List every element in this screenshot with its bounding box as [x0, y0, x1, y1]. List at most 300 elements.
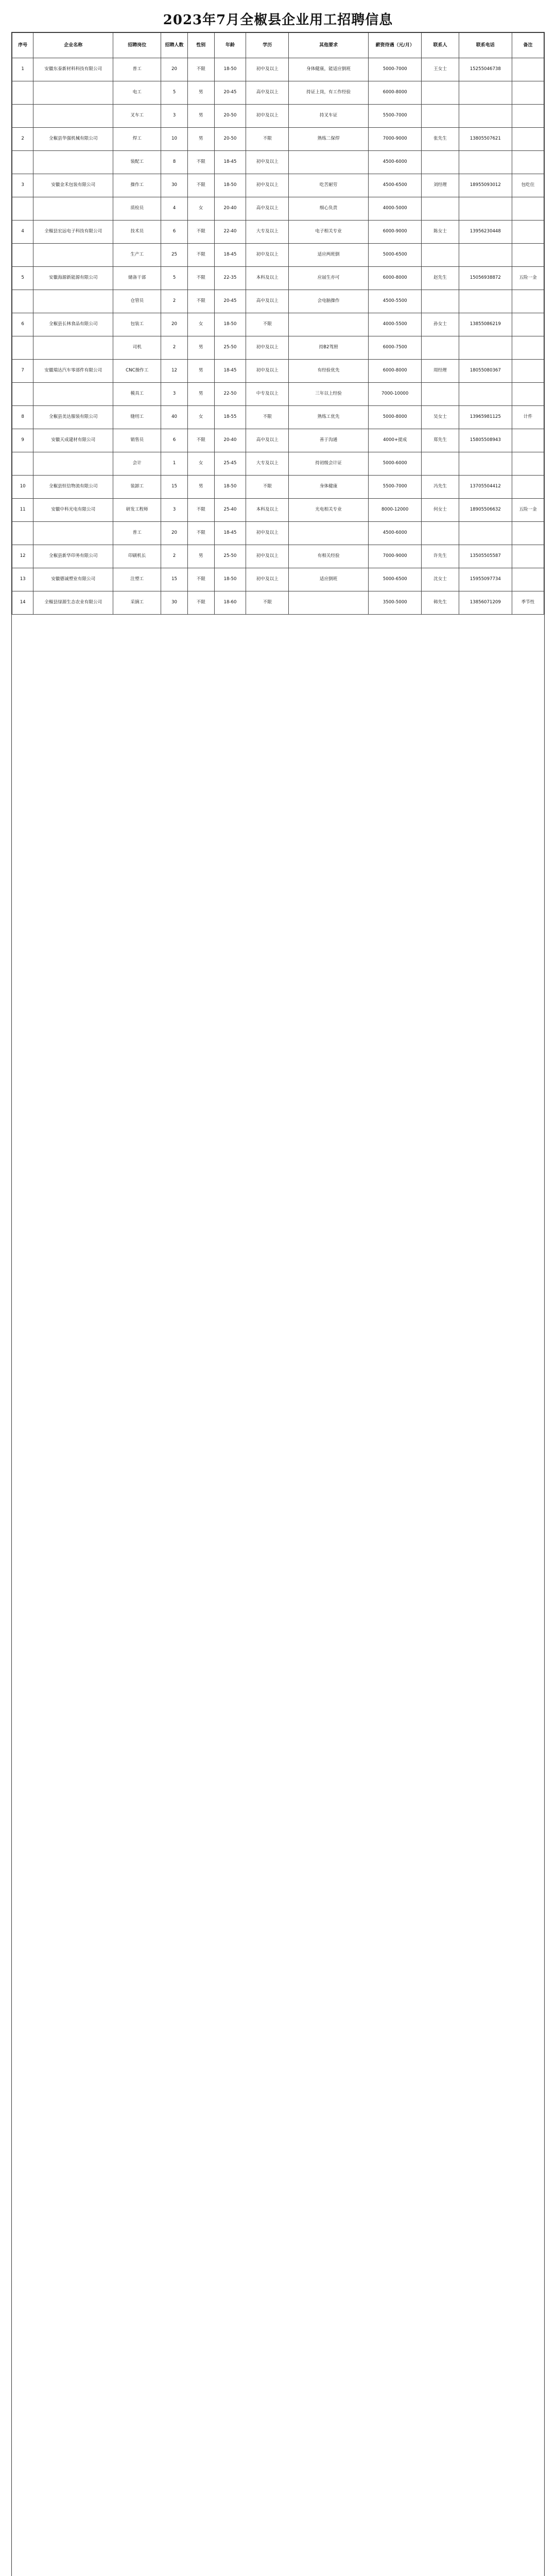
cell-company: 全椒县长林食品有限公司 [33, 313, 113, 336]
cell-position: 操作工 [113, 174, 161, 197]
cell-company [33, 105, 113, 128]
cell-education: 初中及以上 [246, 174, 289, 197]
cell-salary: 3500-5000 [369, 591, 422, 615]
cell-gender: 不限 [187, 151, 214, 174]
cell-phone [459, 290, 512, 313]
table-row [12, 429, 544, 452]
cell-education: 初中及以上 [246, 244, 289, 267]
job-table-container [11, 32, 545, 2576]
cell-gender: 不限 [187, 568, 214, 591]
cell-gender: 女 [187, 313, 214, 336]
cell-age: 18-45 [214, 360, 246, 383]
cell-company: 全椒县美达服装有限公司 [33, 406, 113, 429]
page-title: 2023年7月全椒县企业用工招聘信息 [163, 12, 393, 28]
cell-contact: 王女士 [422, 58, 459, 81]
cell-contact [422, 290, 459, 313]
cell-company [33, 336, 113, 360]
cell-gender: 不限 [187, 522, 214, 545]
cell-gender: 女 [187, 406, 214, 429]
cell-contact: 周经理 [422, 360, 459, 383]
cell-salary: 4500-5500 [369, 290, 422, 313]
cell-salary: 4000-5500 [369, 313, 422, 336]
cell-salary: 6000-8000 [369, 360, 422, 383]
header-seq: 序号 [12, 33, 33, 58]
table-row [12, 545, 544, 568]
cell-count: 5 [161, 81, 188, 105]
cell-seq: 9 [12, 429, 33, 452]
cell-age: 18-45 [214, 522, 246, 545]
cell-remark [512, 383, 544, 406]
cell-contact: 赵先生 [422, 267, 459, 290]
cell-age: 22-35 [214, 267, 246, 290]
cell-gender: 男 [187, 383, 214, 406]
table-row [12, 452, 544, 476]
cell-education: 不限 [246, 406, 289, 429]
cell-gender: 不限 [187, 244, 214, 267]
cell-remark [512, 290, 544, 313]
table-row [12, 128, 544, 151]
cell-count: 2 [161, 545, 188, 568]
cell-remark [512, 151, 544, 174]
cell-education: 初中及以上 [246, 568, 289, 591]
cell-gender: 不限 [187, 267, 214, 290]
cell-education: 高中及以上 [246, 197, 289, 221]
cell-salary: 5000-6500 [369, 568, 422, 591]
cell-count: 3 [161, 383, 188, 406]
cell-position: 普工 [113, 58, 161, 81]
table-row [12, 58, 544, 81]
cell-contact [422, 105, 459, 128]
cell-other: 善于沟通 [289, 429, 369, 452]
table-row [12, 336, 544, 360]
cell-position: 装卸工 [113, 476, 161, 499]
cell-count: 15 [161, 568, 188, 591]
cell-age: 25-50 [214, 545, 246, 568]
cell-gender: 男 [187, 476, 214, 499]
cell-age: 20-40 [214, 197, 246, 221]
cell-education: 本科及以上 [246, 499, 289, 522]
cell-remark [512, 244, 544, 267]
cell-phone: 15255046738 [459, 58, 512, 81]
cell-education: 初中及以上 [246, 58, 289, 81]
header-phone: 联系电话 [459, 33, 512, 58]
cell-contact: 何女士 [422, 499, 459, 522]
cell-gender: 不限 [187, 591, 214, 615]
cell-company: 安徽天成建材有限公司 [33, 429, 113, 452]
cell-contact [422, 151, 459, 174]
table-row [12, 221, 544, 244]
cell-count: 20 [161, 58, 188, 81]
cell-company [33, 244, 113, 267]
cell-position: 储备干部 [113, 267, 161, 290]
cell-age: 22-50 [214, 383, 246, 406]
cell-contact [422, 336, 459, 360]
cell-age: 20-50 [214, 128, 246, 151]
table-row [12, 105, 544, 128]
cell-count: 20 [161, 522, 188, 545]
cell-position: 采摘工 [113, 591, 161, 615]
header-position: 招聘岗位 [113, 33, 161, 58]
cell-seq: 4 [12, 221, 33, 244]
cell-company [33, 197, 113, 221]
cell-contact: 冯先生 [422, 476, 459, 499]
cell-count: 40 [161, 406, 188, 429]
cell-phone: 13965981125 [459, 406, 512, 429]
cell-other: 细心负责 [289, 197, 369, 221]
cell-phone [459, 452, 512, 476]
cell-position: 包装工 [113, 313, 161, 336]
cell-count: 8 [161, 151, 188, 174]
cell-seq [12, 336, 33, 360]
header-other: 其他要求 [289, 33, 369, 58]
cell-gender: 不限 [187, 499, 214, 522]
cell-seq: 14 [12, 591, 33, 615]
cell-remark [512, 568, 544, 591]
cell-company: 安徽德诚塑业有限公司 [33, 568, 113, 591]
cell-other: 电子相关专业 [289, 221, 369, 244]
cell-phone: 13505505587 [459, 545, 512, 568]
job-table [12, 32, 544, 615]
cell-age: 20-40 [214, 429, 246, 452]
cell-remark [512, 360, 544, 383]
cell-count: 1 [161, 452, 188, 476]
cell-count: 12 [161, 360, 188, 383]
cell-remark [512, 522, 544, 545]
cell-remark [512, 81, 544, 105]
table-row [12, 267, 544, 290]
cell-age: 25-50 [214, 336, 246, 360]
cell-other [289, 591, 369, 615]
cell-other: 有经验优先 [289, 360, 369, 383]
cell-other: 持叉车证 [289, 105, 369, 128]
cell-contact: 沈女士 [422, 568, 459, 591]
cell-seq: 13 [12, 568, 33, 591]
cell-gender: 不限 [187, 429, 214, 452]
cell-gender: 男 [187, 81, 214, 105]
cell-salary: 6000-8000 [369, 81, 422, 105]
cell-salary: 4500-6500 [369, 174, 422, 197]
cell-salary: 5000-6000 [369, 452, 422, 476]
cell-company: 全椒县恒信物流有限公司 [33, 476, 113, 499]
cell-company [33, 522, 113, 545]
table-row [12, 81, 544, 105]
cell-other: 光电相关专业 [289, 499, 369, 522]
cell-count: 3 [161, 499, 188, 522]
cell-education: 大专及以上 [246, 452, 289, 476]
cell-company [33, 81, 113, 105]
cell-other: 适应两班倒 [289, 244, 369, 267]
cell-other: 持初级会计证 [289, 452, 369, 476]
cell-education: 初中及以上 [246, 545, 289, 568]
cell-age: 18-50 [214, 174, 246, 197]
cell-count: 4 [161, 197, 188, 221]
cell-remark [512, 221, 544, 244]
cell-contact: 孙女士 [422, 313, 459, 336]
cell-age: 22-40 [214, 221, 246, 244]
cell-phone: 15955097734 [459, 568, 512, 591]
cell-salary: 4500-6000 [369, 522, 422, 545]
cell-other: 三年以上经验 [289, 383, 369, 406]
cell-remark [512, 452, 544, 476]
cell-seq: 10 [12, 476, 33, 499]
cell-education: 不限 [246, 476, 289, 499]
cell-phone: 15805508943 [459, 429, 512, 452]
cell-position: 印刷机长 [113, 545, 161, 568]
header-gender: 性别 [187, 33, 214, 58]
cell-contact [422, 452, 459, 476]
cell-phone [459, 197, 512, 221]
cell-gender: 男 [187, 105, 214, 128]
cell-phone: 13805507621 [459, 128, 512, 151]
cell-remark [512, 429, 544, 452]
cell-position: 仓管员 [113, 290, 161, 313]
cell-other: 应届生亦可 [289, 267, 369, 290]
cell-company [33, 151, 113, 174]
table-row [12, 290, 544, 313]
cell-age: 18-50 [214, 58, 246, 81]
cell-phone: 13705504412 [459, 476, 512, 499]
cell-contact: 许先生 [422, 545, 459, 568]
cell-phone: 18955093012 [459, 174, 512, 197]
cell-phone [459, 522, 512, 545]
cell-count: 2 [161, 290, 188, 313]
table-row [12, 522, 544, 545]
cell-seq: 7 [12, 360, 33, 383]
cell-remark: 包吃住 [512, 174, 544, 197]
cell-age: 25-45 [214, 452, 246, 476]
cell-education: 初中及以上 [246, 105, 289, 128]
cell-seq [12, 151, 33, 174]
cell-salary: 5000-6500 [369, 244, 422, 267]
cell-gender: 男 [187, 128, 214, 151]
cell-education: 大专及以上 [246, 221, 289, 244]
cell-remark [512, 476, 544, 499]
cell-contact [422, 522, 459, 545]
cell-age: 20-50 [214, 105, 246, 128]
table-row [12, 313, 544, 336]
cell-gender: 不限 [187, 58, 214, 81]
cell-education: 高中及以上 [246, 429, 289, 452]
cell-position: 装配工 [113, 151, 161, 174]
cell-position: 缝纫工 [113, 406, 161, 429]
cell-contact: 韩先生 [422, 591, 459, 615]
table-row [12, 360, 544, 383]
cell-other: 持B2驾照 [289, 336, 369, 360]
cell-remark: 五险一金 [512, 267, 544, 290]
cell-remark: 季节性 [512, 591, 544, 615]
cell-company: 安徽瑞达汽车零部件有限公司 [33, 360, 113, 383]
cell-contact [422, 81, 459, 105]
cell-salary: 6000-8000 [369, 267, 422, 290]
cell-phone [459, 336, 512, 360]
cell-salary: 5000-8000 [369, 406, 422, 429]
cell-age: 25-40 [214, 499, 246, 522]
table-row [12, 197, 544, 221]
cell-company: 全椒县绿源生态农业有限公司 [33, 591, 113, 615]
cell-count: 15 [161, 476, 188, 499]
cell-age: 18-45 [214, 244, 246, 267]
header-education: 学历 [246, 33, 289, 58]
cell-phone [459, 151, 512, 174]
table-row [12, 499, 544, 522]
cell-seq: 12 [12, 545, 33, 568]
cell-position: 普工 [113, 522, 161, 545]
cell-position: 质检员 [113, 197, 161, 221]
cell-contact [422, 244, 459, 267]
cell-education: 不限 [246, 313, 289, 336]
cell-other [289, 151, 369, 174]
cell-seq [12, 81, 33, 105]
cell-count: 5 [161, 267, 188, 290]
cell-remark: 五险一金 [512, 499, 544, 522]
header-salary: 薪资待遇（元/月） [369, 33, 422, 58]
table-row [12, 174, 544, 197]
cell-seq: 1 [12, 58, 33, 81]
cell-gender: 女 [187, 197, 214, 221]
cell-position: 司机 [113, 336, 161, 360]
table-header-row [12, 33, 544, 58]
cell-phone [459, 244, 512, 267]
cell-gender: 不限 [187, 221, 214, 244]
cell-salary: 7000-9000 [369, 545, 422, 568]
cell-seq: 11 [12, 499, 33, 522]
header-contact: 联系人 [422, 33, 459, 58]
cell-position: 会计 [113, 452, 161, 476]
cell-company: 安徽中科光电有限公司 [33, 499, 113, 522]
cell-seq: 8 [12, 406, 33, 429]
table-row [12, 591, 544, 615]
cell-age: 20-45 [214, 290, 246, 313]
cell-other: 适应倒班 [289, 568, 369, 591]
cell-position: 模具工 [113, 383, 161, 406]
cell-education: 初中及以上 [246, 360, 289, 383]
cell-phone [459, 81, 512, 105]
cell-seq: 2 [12, 128, 33, 151]
cell-position: 技术员 [113, 221, 161, 244]
cell-count: 30 [161, 174, 188, 197]
cell-position: 电工 [113, 81, 161, 105]
cell-other: 吃苦耐劳 [289, 174, 369, 197]
table-row [12, 151, 544, 174]
header-remark: 备注 [512, 33, 544, 58]
cell-remark [512, 128, 544, 151]
cell-company: 全椒县新华印务有限公司 [33, 545, 113, 568]
cell-company: 全椒县宏远电子科技有限公司 [33, 221, 113, 244]
cell-remark [512, 545, 544, 568]
cell-company [33, 290, 113, 313]
cell-seq: 6 [12, 313, 33, 336]
cell-other: 身体健康 [289, 476, 369, 499]
cell-gender: 男 [187, 360, 214, 383]
cell-phone: 18055080367 [459, 360, 512, 383]
cell-count: 25 [161, 244, 188, 267]
cell-contact: 吴女士 [422, 406, 459, 429]
cell-salary: 5500-7000 [369, 105, 422, 128]
cell-gender: 女 [187, 452, 214, 476]
cell-other: 有相关经验 [289, 545, 369, 568]
cell-position: 研发工程师 [113, 499, 161, 522]
cell-education: 高中及以上 [246, 290, 289, 313]
cell-education: 初中及以上 [246, 151, 289, 174]
cell-contact: 郑先生 [422, 429, 459, 452]
cell-education: 初中及以上 [246, 336, 289, 360]
table-row [12, 244, 544, 267]
table-row [12, 406, 544, 429]
cell-phone [459, 105, 512, 128]
cell-remark [512, 58, 544, 81]
cell-education: 不限 [246, 128, 289, 151]
cell-phone: 13855086219 [459, 313, 512, 336]
cell-age: 20-45 [214, 81, 246, 105]
cell-position: 生产工 [113, 244, 161, 267]
cell-salary: 8000-12000 [369, 499, 422, 522]
cell-count: 6 [161, 221, 188, 244]
cell-position: 叉车工 [113, 105, 161, 128]
cell-gender: 不限 [187, 174, 214, 197]
cell-phone: 15056938872 [459, 267, 512, 290]
cell-other: 会电脑操作 [289, 290, 369, 313]
cell-contact [422, 197, 459, 221]
cell-gender: 男 [187, 545, 214, 568]
cell-count: 30 [161, 591, 188, 615]
cell-education: 中专及以上 [246, 383, 289, 406]
cell-phone [459, 383, 512, 406]
cell-gender: 不限 [187, 290, 214, 313]
cell-phone: 18905506632 [459, 499, 512, 522]
cell-seq [12, 244, 33, 267]
cell-contact: 陈女士 [422, 221, 459, 244]
cell-other: 身体健康，能适应倒班 [289, 58, 369, 81]
cell-remark [512, 197, 544, 221]
cell-count: 3 [161, 105, 188, 128]
cell-age: 18-50 [214, 568, 246, 591]
header-count: 招聘人数 [161, 33, 188, 58]
cell-salary: 5500-7000 [369, 476, 422, 499]
cell-salary: 6000-9000 [369, 221, 422, 244]
cell-company: 安徽海源新能源有限公司 [33, 267, 113, 290]
table-row [12, 568, 544, 591]
cell-seq: 5 [12, 267, 33, 290]
cell-remark: 计件 [512, 406, 544, 429]
cell-contact [422, 383, 459, 406]
cell-seq: 3 [12, 174, 33, 197]
cell-phone: 13856071209 [459, 591, 512, 615]
cell-age: 18-50 [214, 313, 246, 336]
cell-seq [12, 290, 33, 313]
cell-seq [12, 522, 33, 545]
cell-age: 18-50 [214, 476, 246, 499]
cell-salary: 4000-5000 [369, 197, 422, 221]
cell-seq [12, 197, 33, 221]
cell-other [289, 313, 369, 336]
cell-count: 10 [161, 128, 188, 151]
cell-education: 初中及以上 [246, 522, 289, 545]
header-company: 企业名称 [33, 33, 113, 58]
cell-salary: 7000-10000 [369, 383, 422, 406]
table-row [12, 476, 544, 499]
cell-company: 全椒县华强机械有限公司 [33, 128, 113, 151]
cell-remark [512, 313, 544, 336]
cell-education: 不限 [246, 591, 289, 615]
cell-phone: 13956230448 [459, 221, 512, 244]
cell-contact: 张先生 [422, 128, 459, 151]
cell-contact: 刘经理 [422, 174, 459, 197]
cell-position: 焊工 [113, 128, 161, 151]
cell-other: 熟练二保焊 [289, 128, 369, 151]
cell-education: 高中及以上 [246, 81, 289, 105]
cell-gender: 男 [187, 336, 214, 360]
cell-position: CNC操作工 [113, 360, 161, 383]
